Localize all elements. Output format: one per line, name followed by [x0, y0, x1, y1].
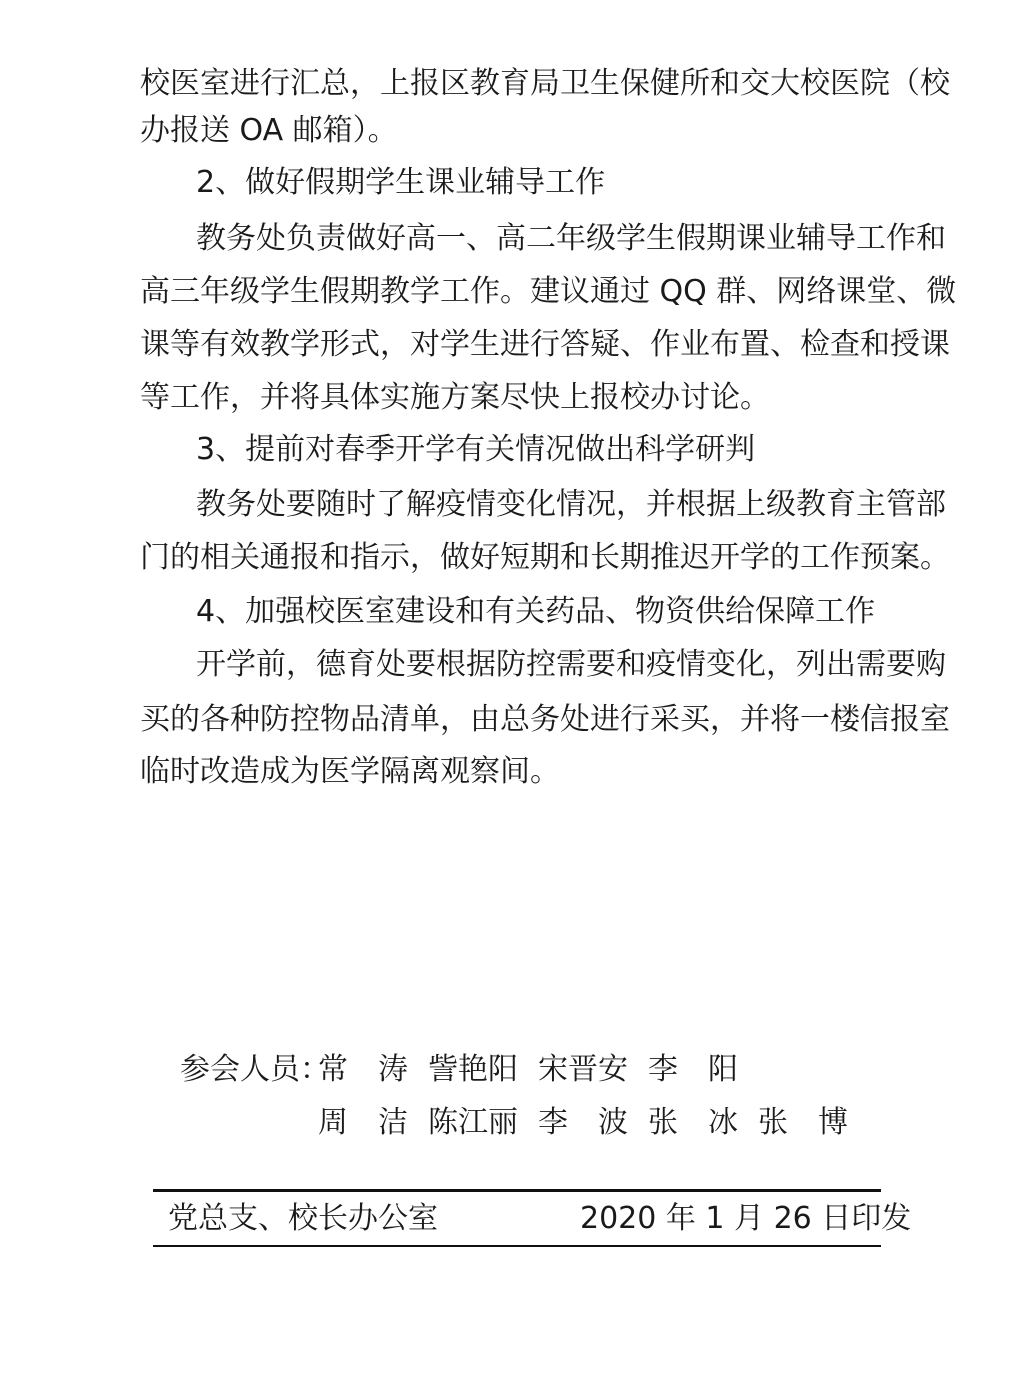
paragraph-line: 校医室进行汇总，上报区教育局卫生保健所和交大校医院（校: [140, 66, 950, 101]
footer-top-rule: [153, 1189, 881, 1192]
paragraph-line: 高三年级学生假期教学工作。建议通过 QQ 群、网络课堂、微: [140, 274, 957, 309]
attendee-name: 李 阳: [648, 1052, 738, 1087]
attendees-label: 参会人员：: [180, 1052, 330, 1087]
attendee-name: 常 涛: [318, 1052, 408, 1087]
paragraph-line: 开学前，德育处要根据防控需要和疫情变化，列出需要购: [196, 647, 946, 682]
section-heading: 3、提前对春季开学有关情况做出科学研判: [196, 432, 756, 467]
attendee-name: 訾艳阳: [428, 1052, 518, 1087]
paragraph-line: 教务处负责做好高一、高二年级学生假期课业辅导工作和: [196, 221, 946, 256]
attendee-name: 陈江丽: [428, 1105, 518, 1140]
issuer: 党总支、校长办公室: [168, 1201, 438, 1236]
paragraph-line: 买的各种防控物品清单，由总务处进行采买，并将一楼信报室: [140, 702, 950, 737]
attendee-name: 李 波: [538, 1105, 628, 1140]
section-heading: 4、加强校医室建设和有关药品、物资供给保障工作: [196, 594, 876, 629]
footer-bottom-rule: [153, 1245, 881, 1247]
paragraph-line: 临时改造成为医学隔离观察间。: [140, 754, 560, 789]
attendee-name: 宋晋安: [538, 1052, 628, 1087]
paragraph-line: 门的相关通报和指示，做好短期和长期推迟开学的工作预案。: [140, 540, 950, 575]
attendee-name: 张 博: [758, 1105, 848, 1140]
paragraph-line: 办报送 OA 邮箱）。: [140, 113, 398, 148]
attendee-name: 张 冰: [648, 1105, 738, 1140]
paragraph-line: 等工作，并将具体实施方案尽快上报校办讨论。: [140, 380, 770, 415]
attendee-name: 周 洁: [318, 1105, 408, 1140]
paragraph-line: 教务处要随时了解疫情变化情况，并根据上级教育主管部: [196, 487, 946, 522]
paragraph-line: 课等有效教学形式，对学生进行答疑、作业布置、检查和授课: [140, 327, 950, 362]
issue-date: 2020 年 1 月 26 日印发: [580, 1201, 912, 1236]
section-heading: 2、做好假期学生课业辅导工作: [196, 165, 606, 200]
